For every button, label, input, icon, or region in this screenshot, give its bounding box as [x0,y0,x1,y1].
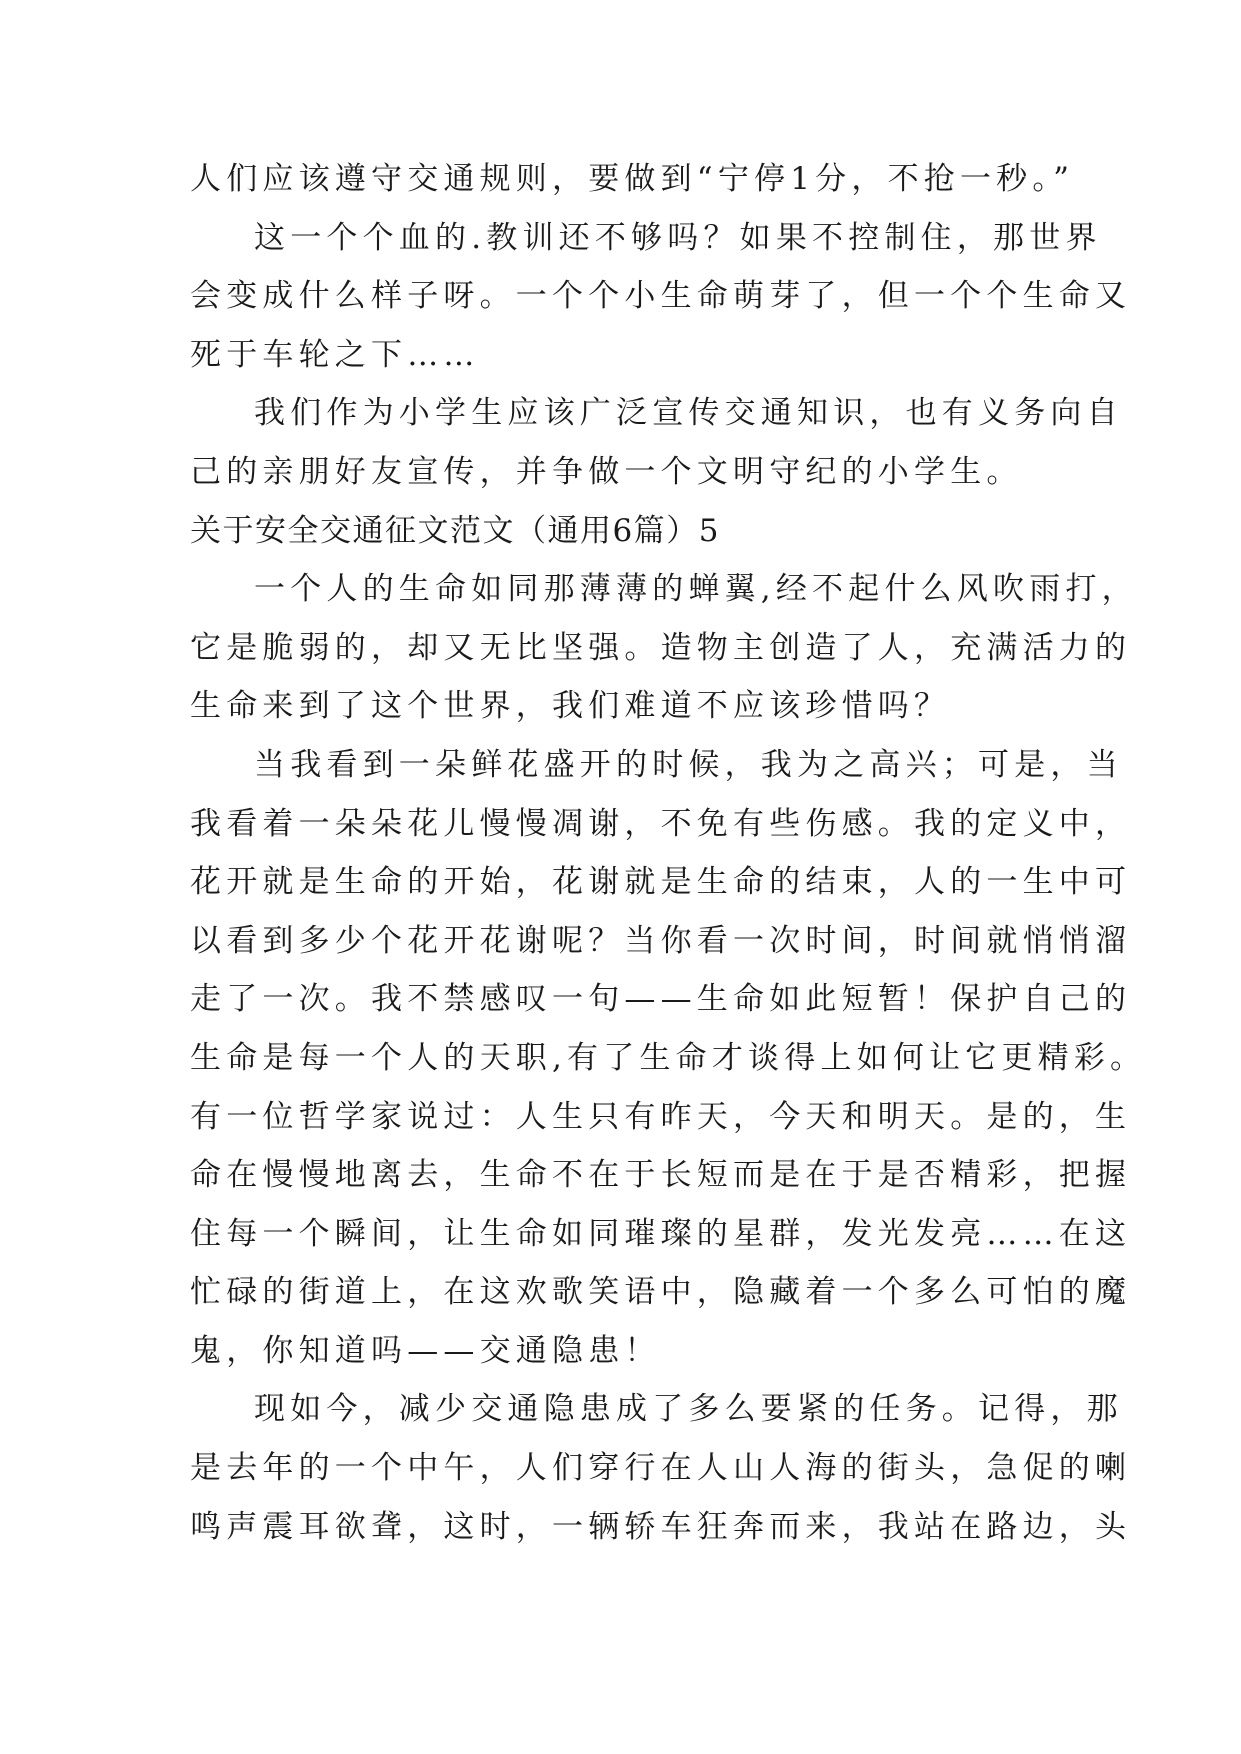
text-line: 这一个个血的.教训还不够吗？如果不控制住，那世界 [254,219,1102,256]
text-line: 我们作为小学生应该广泛宣传交通知识，也有义务向自 [254,395,1123,432]
text-line: 花开就是生命的开始，花谢就是生命的结束，人的一生中可 [190,864,1132,901]
text-line: 己的亲朋好友宣传，并争做一个文明守纪的小学生。 [190,453,1023,490]
text-line: 以看到多少个花开花谢呢？当你看一次时间，时间就悄悄溜 [190,922,1132,959]
text-line: 会变成什么样子呀。一个个小生命萌芽了，但一个个生命又 [190,278,1132,315]
text-line: 生命是每一个人的天职,有了生命才谈得上如何让它更精彩。 [190,1039,1147,1076]
text-line: 有一位哲学家说过：人生只有昨天，今天和明天。是的，生 [190,1098,1132,1135]
text-line: 当我看到一朵鲜花盛开的时候，我为之高兴；可是，当 [254,746,1123,783]
text-line: 住每一个瞬间，让生命如同璀璨的星群，发光发亮……在这 [190,1215,1132,1252]
text-line: 生命来到了这个世界，我们难道不应该珍惜吗？ [190,688,951,725]
text-line: 死于车轮之下…… [190,336,480,373]
text-line: 鸣声震耳欲聋，这时，一辆轿车狂奔而来，我站在路边，头 [190,1508,1132,1545]
section-heading: 关于安全交通征文范文（通用6篇）5 [190,512,720,549]
text-line: 走了一次。我不禁感叹一句——生命如此短暂！保护自己的 [190,981,1132,1018]
text-line: 是去年的一个中午，人们穿行在人山人海的街头，急促的喇 [190,1450,1132,1487]
text-line: 它是脆弱的，却又无比坚强。造物主创造了人，充满活力的 [190,629,1132,666]
text-line: 人们应该遵守交通规则，要做到“宁停1分，不抢一秒。” [190,161,1075,197]
text-line: 命在慢慢地离去，生命不在于长短而是在于是否精彩，把握 [190,1157,1132,1194]
text-line: 忙碌的街道上，在这欢歌笑语中，隐藏着一个多么可怕的魔 [190,1274,1132,1311]
document-body [190,150,1147,1556]
text-line: 鬼，你知道吗——交通隐患！ [190,1332,661,1369]
text-line: 现如今，减少交通隐患成了多么要紧的任务。记得，那 [254,1391,1123,1428]
text-line: 一个人的生命如同那薄薄的蝉翼,经不起什么风吹雨打， [254,571,1138,608]
text-line: 我看着一朵朵花儿慢慢凋谢，不免有些伤感。我的定义中， [190,805,1132,842]
